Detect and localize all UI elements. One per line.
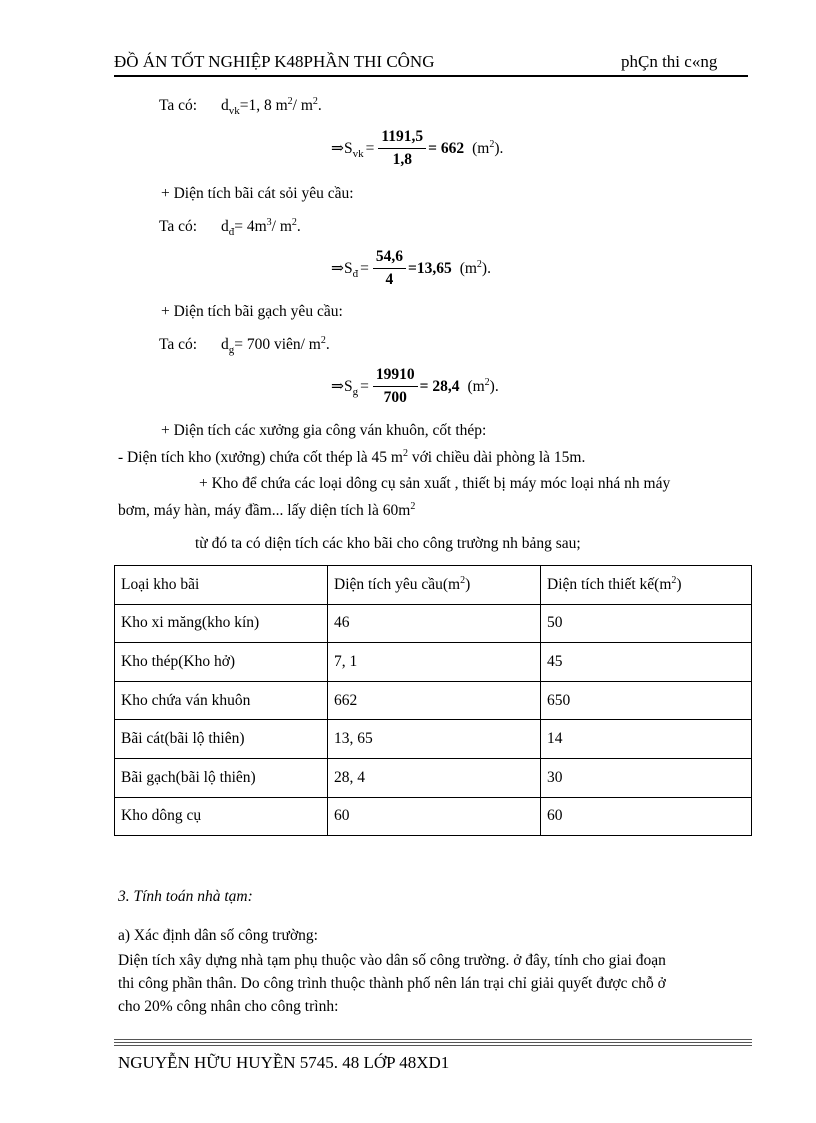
header-title: ĐỒ ÁN TỐT NGHIỆP K48PHẦN THI CÔNG xyxy=(114,52,435,71)
fraction-sd: $\frac{54,6}{4}$ xyxy=(373,248,406,289)
table-cell: Bãi gạch(bãi lộ thiên) xyxy=(115,758,328,797)
footer-rule xyxy=(114,1039,752,1040)
table-header-cell: Loại kho bãi xyxy=(115,566,328,605)
table-cell: 662 xyxy=(328,681,541,720)
storage-area-table xyxy=(114,565,752,836)
header-rule xyxy=(114,75,748,77)
ta-co-label: Ta có: xyxy=(159,97,198,115)
section-3-paragraph-l3: cho 20% công nhân cho công trình: xyxy=(118,998,339,1015)
fraction-svk: $\frac{1191,5}{1,8}$ xyxy=(378,128,426,169)
line-ta-co-1 xyxy=(159,96,322,117)
table-cell: Kho chứa ván khuôn xyxy=(115,681,328,720)
table-row xyxy=(115,604,752,643)
table-cell: 13, 65 xyxy=(328,720,541,759)
table-cell: 45 xyxy=(541,643,752,682)
table-cell: Kho dông cụ xyxy=(115,797,328,836)
table-cell: Bãi cát(bãi lộ thiên) xyxy=(115,720,328,759)
heading-bai-cat: + Diện tích bãi cát sỏi yêu cầu: xyxy=(161,185,354,202)
header-section: phÇn thi c«ng xyxy=(621,52,718,71)
table-cell: 30 xyxy=(541,758,752,797)
formula-svk: ⇒S $_{vk}$ = $\frac{1191,5}{1,8}$ = 662 $(m^2)$. xyxy=(331,128,504,168)
paragraph-kho-thep: - Diện tích kho (xưởng) chứa cốt thép là 45 $m^2$ với chiều dài phòng là 15m. xyxy=(118,448,586,467)
table-row xyxy=(115,758,752,797)
table-header-cell: Diện tích thiết $kế(m^2)$ xyxy=(541,566,752,605)
table-row xyxy=(115,720,752,759)
section-3-title: 3. Tính toán nhà tạm: xyxy=(118,888,253,905)
table-cell: 14 xyxy=(541,720,752,759)
fraction-sg: $\frac{19910}{700}$ xyxy=(373,366,418,407)
paragraph-kho-dung-cu-l2: bơm, máy hàn, máy đầm... lấy diện tích là $60m^2$ xyxy=(118,501,416,520)
table-cell: Kho thép(Kho hở) xyxy=(115,643,328,682)
section-3-paragraph-l1: Diện tích xây dựng nhà tạm phụ thuộc vào dân số công trường. ở đây, tính cho giai đoạn xyxy=(118,952,666,969)
line-ta-co-3: Ta có: $d_g= 700$ viên/ $m^2$. xyxy=(159,335,330,357)
formula-sd: ⇒S $_đ$ = $\frac{54,6}{4}$ =13,65 $(m^2)$. xyxy=(331,248,491,288)
section-3a-heading: a) Xác định dân số công trường: xyxy=(118,927,318,944)
footer-rule xyxy=(114,1042,752,1043)
table-row xyxy=(115,681,752,720)
table-cell: 50 xyxy=(541,604,752,643)
table-cell: 28, 4 xyxy=(328,758,541,797)
paragraph-bang-sau: từ đó ta có diện tích các kho bãi cho công trường nh bảng sau; xyxy=(195,535,581,552)
table-header-row xyxy=(115,566,752,605)
table-cell: 7, 1 xyxy=(328,643,541,682)
formula-dvk: $d_{vk}=1$, 8 $m^2/$ $m^2$. xyxy=(220,96,322,118)
table-cell: Kho xi măng(kho kín) xyxy=(115,604,328,643)
table-header-cell: Diện tích yêu $cầu(m^2)$ xyxy=(328,566,541,605)
line-ta-co-2: Ta có: $d_đ= 4m^3/$ $m^2$. xyxy=(159,217,301,239)
section-3-paragraph-l2: thi công phần thân. Do công trình thuộc thành phố nên lán trại chỉ giải quyết được chỗ ở xyxy=(118,975,666,992)
table-cell: 46 xyxy=(328,604,541,643)
formula-sg: ⇒S $_g$ = $\frac{19910}{700}$ = 28,4 $(m^2)$. xyxy=(331,366,499,406)
table-row xyxy=(115,643,752,682)
paragraph-kho-dung-cu-l1: + Kho để chứa các loại dông cụ sản xuất , thiết bị máy móc loại nhá nh máy xyxy=(199,475,671,492)
heading-xuong: + Diện tích các xưởng gia công ván khuôn, cốt thép: xyxy=(161,422,487,439)
table-cell: 60 xyxy=(328,797,541,836)
footer-text: NGUYỄN HỮU HUYỀN 5745. 48 LỚP 48XD1 xyxy=(118,1053,450,1072)
heading-bai-gach: + Diện tích bãi gạch yêu cầu: xyxy=(161,303,343,320)
footer-rule xyxy=(114,1045,752,1046)
table-cell: 60 xyxy=(541,797,752,836)
table-row xyxy=(115,797,752,836)
table-cell: 650 xyxy=(541,681,752,720)
